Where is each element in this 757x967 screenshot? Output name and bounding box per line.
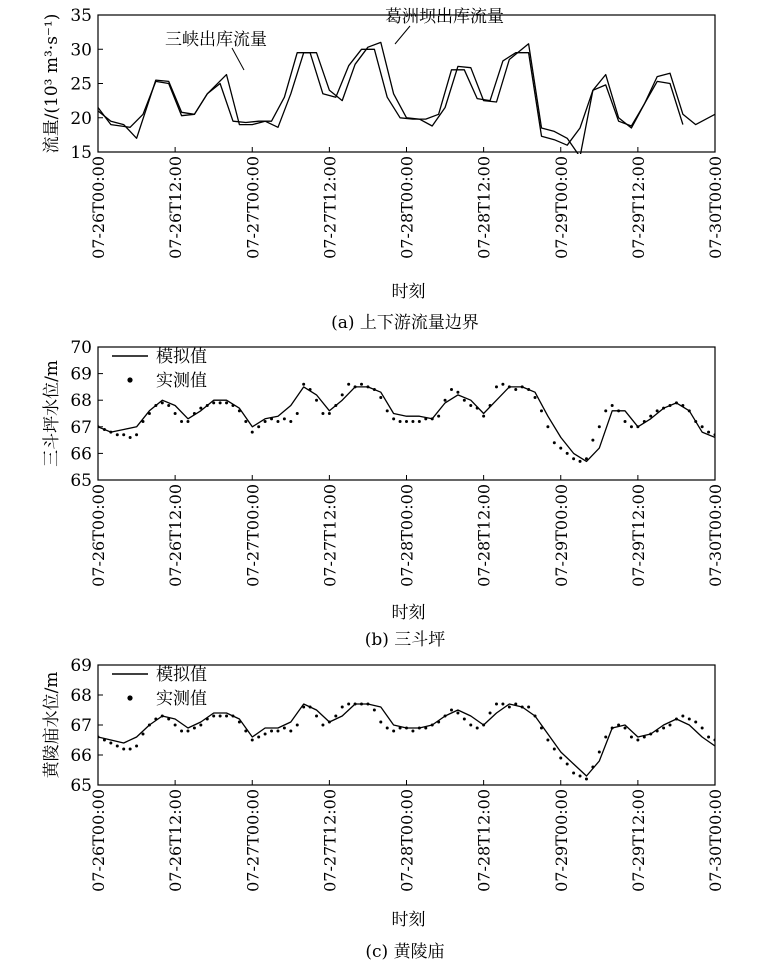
observed-point — [219, 401, 222, 404]
observed-point — [193, 727, 196, 730]
observed-point — [508, 385, 511, 388]
observed-point — [482, 415, 485, 418]
observed-point — [289, 730, 292, 733]
observed-point — [527, 388, 530, 391]
observed-point — [231, 715, 234, 718]
observed-point — [688, 718, 691, 721]
observed-point — [347, 703, 350, 706]
y-tick-label: 20 — [70, 108, 92, 129]
observed-point — [270, 417, 273, 420]
observed-point — [707, 736, 710, 739]
observed-point — [534, 715, 537, 718]
observed-point — [309, 388, 312, 391]
observed-point — [521, 385, 524, 388]
observed-point — [424, 727, 427, 730]
observed-point — [141, 420, 144, 423]
plot-area — [97, 383, 717, 463]
observed-point — [566, 452, 569, 455]
observed-point — [154, 404, 157, 407]
y-tick-label: 15 — [70, 143, 92, 163]
observed-point — [591, 766, 594, 769]
observed-point — [611, 404, 614, 407]
observed-point — [315, 399, 318, 402]
y-tick-label: 69 — [70, 656, 92, 676]
observed-point — [585, 778, 588, 781]
observed-point — [546, 739, 549, 742]
y-tick-label: 67 — [70, 417, 92, 438]
observed-point — [514, 703, 517, 706]
observed-point — [251, 431, 254, 434]
observed-point — [540, 409, 543, 412]
observed-point — [598, 425, 601, 428]
observed-point — [514, 388, 517, 391]
plot-area — [97, 703, 717, 781]
observed-point — [501, 703, 504, 706]
y-tick-label: 65 — [70, 776, 92, 796]
panel-c-caption: (c) 黄陵庙 — [365, 942, 445, 962]
observed-point — [186, 420, 189, 423]
y-axis-label: 黄陵庙水位/m — [42, 671, 62, 779]
x-tick-label: 07-28T12:00 — [474, 156, 494, 259]
y-axis-label: 三斗坪水位/m — [42, 360, 62, 467]
observed-point — [675, 718, 678, 721]
observed-point — [456, 391, 459, 394]
observed-point — [495, 385, 498, 388]
observed-point — [534, 396, 537, 399]
observed-point — [129, 436, 132, 439]
observed-point — [456, 712, 459, 715]
observed-point — [405, 727, 408, 730]
observed-point — [399, 727, 402, 730]
observed-point — [257, 736, 260, 739]
observed-point — [495, 703, 498, 706]
observed-point — [669, 724, 672, 727]
observed-point — [424, 417, 427, 420]
legend-observed-label: 实测值 — [156, 371, 207, 391]
observed-point — [521, 706, 524, 709]
observed-point — [463, 718, 466, 721]
x-tick-label: 07-28T00:00 — [397, 789, 417, 892]
x-tick-label: 07-29T12:00 — [628, 789, 648, 892]
observed-point — [527, 706, 530, 709]
y-tick-label: 66 — [70, 444, 92, 465]
observed-point — [180, 420, 183, 423]
observed-point — [103, 428, 106, 431]
observed-point — [694, 420, 697, 423]
observed-point — [244, 730, 247, 733]
observed-point — [559, 757, 562, 760]
observed-point — [276, 420, 279, 423]
observed-point — [714, 433, 717, 436]
x-tick-label: 07-29T12:00 — [628, 484, 648, 587]
series-annotation: 葛洲坝出库流量 — [385, 7, 504, 27]
observed-point — [251, 739, 254, 742]
y-tick-label: 68 — [70, 686, 92, 706]
series-line-1 — [98, 42, 715, 156]
observed-point — [373, 709, 376, 712]
observed-point — [669, 404, 672, 407]
observed-point — [450, 709, 453, 712]
observed-point — [566, 763, 569, 766]
y-tick-label: 69 — [70, 364, 92, 385]
observed-point — [180, 730, 183, 733]
x-tick-label: 07-26T00:00 — [89, 789, 108, 892]
observed-point — [212, 715, 215, 718]
x-tick-label: 07-29T12:00 — [628, 156, 648, 259]
observed-point — [186, 730, 189, 733]
observed-point — [309, 706, 312, 709]
observed-point — [624, 420, 627, 423]
observed-point — [141, 733, 144, 736]
observed-point — [585, 457, 588, 460]
observed-point — [431, 724, 434, 727]
x-tick-label: 07-27T00:00 — [243, 156, 263, 259]
observed-point — [450, 388, 453, 391]
observed-point — [643, 420, 646, 423]
observed-point — [656, 730, 659, 733]
observed-point — [315, 715, 318, 718]
observed-point — [444, 399, 447, 402]
observed-point — [437, 721, 440, 724]
observed-point — [328, 721, 331, 724]
observed-point — [681, 404, 684, 407]
legend-simulated-label: 模拟值 — [156, 665, 207, 685]
observed-point — [373, 388, 376, 391]
observed-point — [257, 425, 260, 428]
observed-point — [489, 404, 492, 407]
observed-point — [199, 724, 202, 727]
observed-point — [662, 407, 665, 410]
observed-point — [244, 420, 247, 423]
observed-point — [386, 727, 389, 730]
observed-point — [334, 715, 337, 718]
observed-point — [270, 730, 273, 733]
x-tick-label: 07-27T12:00 — [320, 789, 340, 892]
observed-point — [116, 433, 119, 436]
observed-point — [444, 715, 447, 718]
observed-point — [508, 706, 511, 709]
observed-point — [540, 727, 543, 730]
observed-point — [231, 404, 234, 407]
observed-point — [411, 730, 414, 733]
observed-point — [482, 724, 485, 727]
panel-santouping — [42, 338, 725, 650]
observed-point — [572, 772, 575, 775]
observed-point — [206, 718, 209, 721]
series-line-0 — [98, 704, 715, 776]
observed-point — [264, 733, 267, 736]
observed-point — [296, 412, 299, 415]
y-tick-label: 30 — [70, 40, 92, 61]
legend-observed-label: 实测值 — [156, 689, 207, 709]
y-tick-label: 67 — [70, 716, 92, 736]
observed-point — [302, 383, 305, 386]
observed-point — [225, 401, 228, 404]
x-tick-label: 07-30T00:00 — [706, 789, 725, 892]
observed-point — [161, 401, 164, 404]
observed-point — [366, 385, 369, 388]
observed-point — [598, 751, 601, 754]
observed-point — [553, 748, 556, 751]
x-tick-label: 07-28T00:00 — [397, 156, 417, 259]
observed-point — [219, 715, 222, 718]
observed-point — [174, 724, 177, 727]
observed-point — [148, 724, 151, 727]
observed-point — [501, 383, 504, 386]
observed-point — [636, 425, 639, 428]
observed-point — [572, 457, 575, 460]
observed-point — [122, 433, 125, 436]
observed-point — [347, 383, 350, 386]
observed-point — [116, 745, 119, 748]
observed-point — [135, 433, 138, 436]
observed-point — [379, 396, 382, 399]
observed-point — [341, 393, 344, 396]
x-tick-label: 07-28T12:00 — [474, 789, 494, 892]
y-tick-label: 35 — [70, 6, 92, 26]
observed-point — [392, 417, 395, 420]
observed-point — [714, 739, 717, 742]
x-tick-label: 07-26T00:00 — [89, 156, 108, 259]
observed-point — [392, 730, 395, 733]
annotation-leader — [232, 48, 244, 70]
observed-point — [360, 703, 363, 706]
observed-point — [546, 425, 549, 428]
x-tick-label: 07-30T00:00 — [706, 156, 725, 259]
observed-point — [579, 775, 582, 778]
observed-point — [354, 385, 357, 388]
observed-point — [283, 417, 286, 420]
x-tick-label: 07-27T00:00 — [243, 484, 263, 587]
panel-huanglingmiao — [42, 656, 725, 962]
observed-point — [97, 736, 100, 739]
plot-area — [98, 42, 715, 156]
observed-point — [649, 733, 652, 736]
observed-point — [276, 730, 279, 733]
y-tick-label: 70 — [70, 338, 92, 358]
observed-point — [161, 715, 164, 718]
x-tick-label: 07-29T00:00 — [551, 156, 571, 259]
observed-point — [264, 420, 267, 423]
observed-point — [437, 415, 440, 418]
observed-point — [289, 420, 292, 423]
observed-point — [681, 715, 684, 718]
observed-point — [199, 407, 202, 410]
observed-point — [591, 439, 594, 442]
observed-point — [630, 736, 633, 739]
x-axis-label: 时刻 — [391, 910, 426, 930]
x-axis-label: 时刻 — [391, 282, 426, 302]
observed-point — [463, 399, 466, 402]
observed-point — [360, 383, 363, 386]
y-tick-label: 66 — [70, 746, 92, 766]
observed-point — [148, 412, 151, 415]
observed-point — [328, 412, 331, 415]
series-line-0 — [98, 387, 715, 462]
observed-point — [405, 420, 408, 423]
x-tick-label: 07-28T12:00 — [474, 484, 494, 587]
observed-point — [212, 401, 215, 404]
y-tick-label: 25 — [70, 74, 92, 95]
observed-point — [701, 727, 704, 730]
observed-point — [611, 727, 614, 730]
x-tick-label: 07-30T00:00 — [706, 484, 725, 587]
observed-point — [553, 441, 556, 444]
panel-b-caption: (b) 三斗坪 — [364, 630, 446, 650]
annotation-leader — [395, 26, 410, 44]
observed-point — [649, 415, 652, 418]
panel-a-caption: (a) 上下游流量边界 — [331, 313, 479, 333]
observed-point — [129, 748, 132, 751]
observed-point — [617, 724, 620, 727]
x-tick-label: 07-27T12:00 — [320, 156, 340, 259]
observed-point — [418, 420, 421, 423]
series-line-0 — [98, 49, 683, 145]
observed-point — [193, 412, 196, 415]
observed-point — [399, 420, 402, 423]
observed-point — [559, 447, 562, 450]
observed-point — [624, 727, 627, 730]
y-axis-label: 流量/(10³ m³·s⁻¹) — [42, 13, 62, 154]
observed-point — [122, 748, 125, 751]
x-tick-label: 07-27T00:00 — [243, 789, 263, 892]
x-axis-label: 时刻 — [391, 603, 426, 623]
observed-point — [296, 724, 299, 727]
legend-dot-swatch — [127, 377, 132, 382]
observed-point — [154, 718, 157, 721]
y-tick-label: 68 — [70, 391, 92, 412]
observed-point — [341, 706, 344, 709]
observed-point — [283, 727, 286, 730]
x-tick-label: 07-28T00:00 — [397, 484, 417, 587]
observed-point — [225, 715, 228, 718]
observed-point — [675, 401, 678, 404]
panel-flow-boundary — [42, 6, 725, 333]
observed-point — [418, 727, 421, 730]
observed-point — [411, 420, 414, 423]
observed-point — [321, 724, 324, 727]
observed-point — [334, 404, 337, 407]
legend-simulated-label: 模拟值 — [156, 347, 207, 367]
observed-point — [688, 409, 691, 412]
observed-point — [109, 431, 112, 434]
observed-point — [604, 736, 607, 739]
observed-point — [366, 703, 369, 706]
observed-point — [489, 712, 492, 715]
observed-point — [167, 718, 170, 721]
observed-point — [701, 425, 704, 428]
observed-point — [707, 431, 710, 434]
observed-point — [694, 721, 697, 724]
observed-point — [103, 739, 106, 742]
observed-point — [167, 404, 170, 407]
x-tick-label: 07-29T00:00 — [551, 484, 571, 587]
x-tick-label: 07-29T00:00 — [551, 789, 571, 892]
observed-point — [97, 425, 100, 428]
observed-point — [469, 404, 472, 407]
observed-point — [617, 409, 620, 412]
observed-point — [469, 724, 472, 727]
x-tick-label: 07-26T00:00 — [89, 484, 108, 587]
observed-point — [643, 736, 646, 739]
observed-point — [302, 706, 305, 709]
observed-point — [135, 745, 138, 748]
observed-point — [604, 409, 607, 412]
observed-point — [379, 721, 382, 724]
observed-point — [476, 727, 479, 730]
series-annotation: 三峡出库流量 — [165, 30, 267, 50]
x-tick-label: 07-27T12:00 — [320, 484, 340, 587]
observed-point — [386, 409, 389, 412]
observed-point — [636, 739, 639, 742]
x-tick-label: 07-26T12:00 — [166, 484, 186, 587]
observed-point — [206, 404, 209, 407]
observed-point — [662, 727, 665, 730]
observed-point — [354, 703, 357, 706]
observed-point — [431, 417, 434, 420]
observed-point — [109, 742, 112, 745]
observed-point — [630, 425, 633, 428]
observed-point — [238, 409, 241, 412]
legend-dot-swatch — [127, 695, 132, 700]
x-tick-label: 07-26T12:00 — [166, 156, 186, 259]
observed-point — [174, 412, 177, 415]
observed-point — [476, 407, 479, 410]
y-tick-label: 65 — [70, 471, 92, 491]
observed-point — [321, 412, 324, 415]
observed-point — [656, 409, 659, 412]
observed-point — [579, 460, 582, 463]
x-tick-label: 07-26T12:00 — [166, 789, 186, 892]
observed-point — [238, 721, 241, 724]
